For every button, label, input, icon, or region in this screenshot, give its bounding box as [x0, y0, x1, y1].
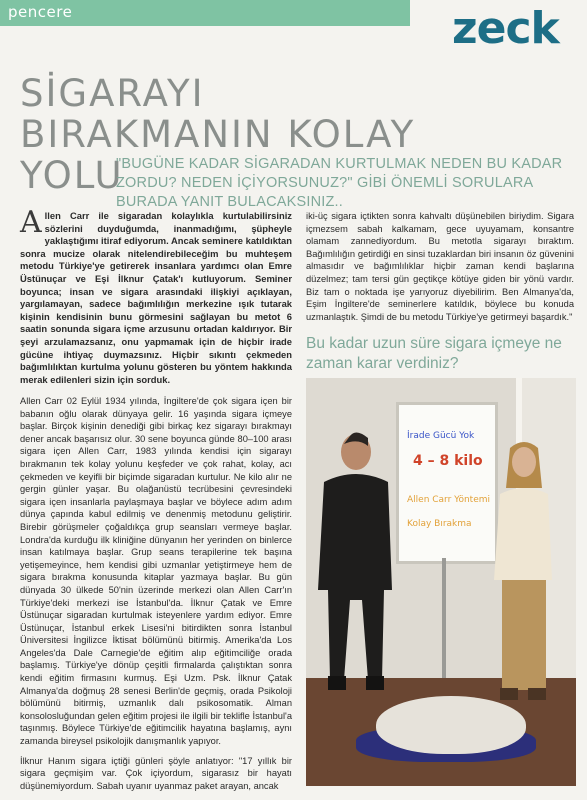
article-subtitle: "BUGÜNE KADAR SİGARADAN KURTULMAK NEDEN BU KADAR ZORDU? NEDEN İÇİYORSUNUZ?" GİBİ ÖNEMLİ SORULARA BURADA YANIT BULACAKSINIZ..: [116, 156, 563, 210]
article-title: SİGARAYI BIRAKMANIN KOLAY YOLU: [20, 72, 416, 197]
magazine-logo: zeck: [452, 3, 559, 54]
lead-paragraph: [20, 205, 292, 386]
section-label: pencere: [8, 3, 73, 21]
cigarette-pack-pile: [376, 696, 526, 754]
flipchart-stand: [442, 558, 446, 678]
woman-figure: [488, 440, 558, 730]
board-line: Kolay Bırakma: [407, 519, 472, 529]
drop-cap: A: [20, 205, 42, 240]
body-paragraph: İlknur Hanım sigara içtiği günleri şöyle anlatıyor: "17 yıllık bir sigara geçmişim var. Çok içiyordum, sigarasız bir hayatı düşünemiyordum. Sabah uyanır uyanmaz paket arayan, ancak: [20, 755, 292, 791]
interview-question: Bu kadar uzun süre sigara içmeye ne zaman karar verdiniz?: [306, 335, 562, 372]
section-band: [0, 0, 410, 26]
body-paragraph: Allen Carr 02 Eylül 1934 yılında, İngiltere'de çok sigara içen bir babanın oğlu olarak dünyaya gelir. 16 yaşında sigara içmeye başlar. Birçok kişinin denediği gibi birkaç kez sigarayı bırakmayı dener ancak başarısız olur. 30 sene boyunca günde 80–100 arası sigara içen Allen Carr, 1983 yılında kendisi için sigarayı bırakmanın tek kolay yolunu keşfeder ve çok rahat, kolay, acı çekmeden ve keyifli bir biçimde sigaradan kurtulur. Ne kilo alır ne gergin günler yaşar. Bu olağanüstü tecrübesini çevresindeki sigara içen insanlarla paylaşmaya başlar ve böylece adım adım dünya çapında kabul edilmiş ve denenmiş metodunu geliştirir. Birebir görüşmeler çoğaldıkça grup seansları vermeye başlar. Londra'da kurduğu ilk kliniğine dünyanın her yerinden on binlerce insan katılmaya başlar. Grup seans terapilerine tek başına yetişemeyince, hem kendisi gibi uzmanlar yetiştirmeye hem de sigara bırakma konusunda kitaplar yazmaya başlar. Bu gün dünyada 30 ülkede 50'nin üzerinde merkezi olan Allen Carr'ın Türkiye'deki merkezi ise İstanbul'da. İlknur Çatak ve Emre Üstünuçar sigaradan kurtulmak isteyenlere yardım ediyor. Emre Üstünuçar, İstanbul erkek Lisesi'ni bitirdikten sonra İstanbul Üniversitesi İngilizce İktisat bölümünü bitirmiş. Amerika'da Los Angeles'da Dale Carnegie'de eğitim alıp eğitimciliğe orada başlamış. Türkiye'ye dönüp çeşitli firmalarda çalıştıktan sonra kendi eğitim firmasını kurmuş. Eşi Uzm. Psk. İlknur Çatak Almanya'da doğmuş 28 senesi Berlin'de geçmiş, orada Psikoloji bölümünü bitirmiş, uzmanlık dalı psikosomatik. Alman konsolosluğundan gelen eğitim projesi ile ilgili bir teklifle İstanbul'a taşınmış. Böylece Türkiye'de eğitimcilik hayatına başlamış, aynı zamanda bireysel psikolojik danışmanlık yapıyor.: [20, 396, 292, 747]
flipchart-board: [396, 402, 498, 564]
body-column-left: [20, 395, 292, 799]
article-photo: [306, 378, 576, 786]
lead-text: llen Carr ile sigaradan kolaylıkla kurtulabilirsiniz sözlerini duyduğumda, inanmadığımı, şüpheyle yaklaştığımı itiraf ediyorum. Ancak seminere katıldıktan sonra mucize olarak nitelendirebileceğim bu muhteşem metodu Türkiye'ye getirerek insanlara yardımcı olan Emre Üstünuçar ve Eşi İlknur Çatak'ı kutluyorum. Seminer boyunca; insan ve sigara arasındaki ilişkiyi açıklayan, yargılamayan, sadece bağımlılığın merkezine ışık tutarak kişinin kendisinin bunu görmesini sağlayan bu metot 6 saatin sonunda sigara içme arzusunu ortadan kaldırıyor. Bir şeyi arzulamazsanız, onu yapmamak için de hiçbir irade gücüne ihtiyaç duymazsınız. Hiçbir sıkıntı çekmeden bağımlılıktan kurtulma yolunu gösteren bu yöntem hakkında merak edilenleri sizin için sorduk.: [20, 210, 292, 385]
board-line: 4 – 8 kilo: [413, 453, 483, 469]
body-column-right: [306, 210, 574, 330]
board-line: Allen Carr Yöntemi: [407, 495, 491, 505]
board-line: İrade Gücü Yok: [407, 431, 475, 441]
body-paragraph: iki-üç sigara içtikten sonra kahvaltı düşünebilen biriydim. Sigara içmezsem sabah kalkamam, gece uyuyamam, konsantre olamam zannediyordum. Bu metotla sigarayı bıraktım. Bağımlılığın getirdiği en sinsi tuzaklardan biri insanın öz güvenini almasıdır ve bağımlılıklar hiçbir zaman kendi başlarına düzelmez; tam tersi gün geçtikçe kötüye giden bir yönü vardır. Biz tam o noktada işe yarıyoruz diyebilirim. Ben Almanya'da, Eşim İngiltere'de seminerlere katıldık, böylece bu konuda uzmanlaştık. Şimdi de bu metodu Türkiye'ye getirmeyi başardık.": [306, 211, 574, 322]
man-figure: [314, 430, 396, 730]
